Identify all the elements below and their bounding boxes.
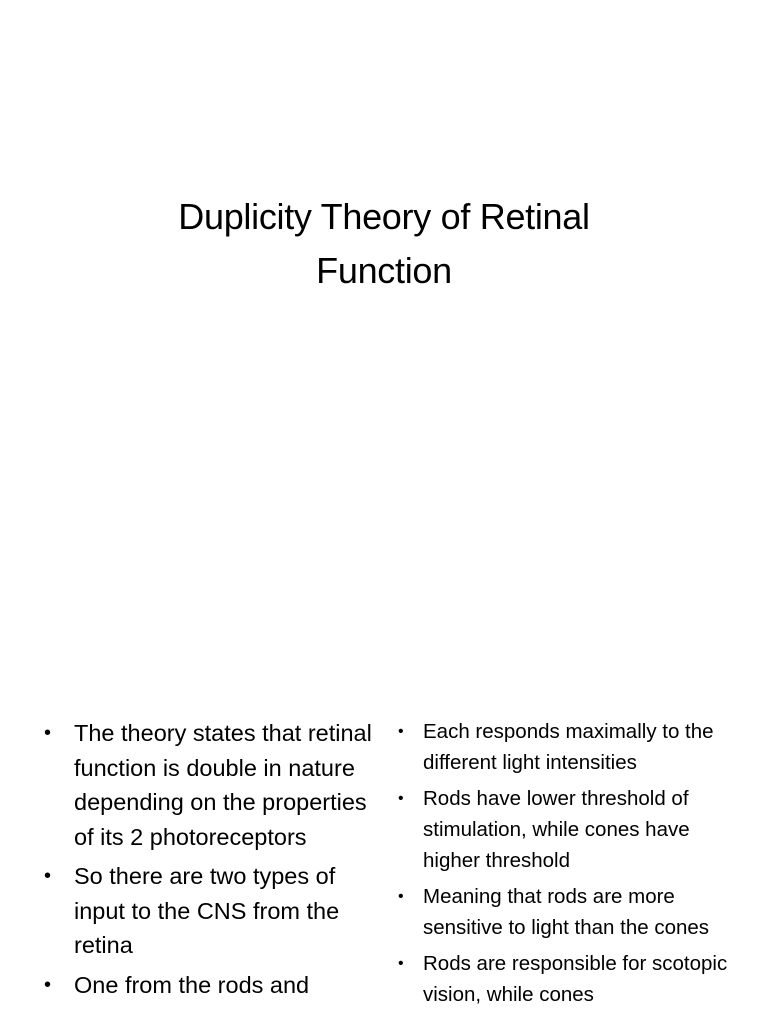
- list-item: [44, 859, 384, 963]
- bullet-text: One from the rods and: [74, 971, 310, 998]
- bullet-icon: •: [44, 865, 52, 887]
- list-item: [398, 948, 738, 1010]
- left-bullet-list: [44, 716, 384, 1007]
- slide-title-line-2: Function: [316, 250, 452, 291]
- bullet-text: Each responds maximally to the different light intensities: [423, 720, 714, 774]
- bullet-icon: •: [44, 722, 52, 744]
- list-item: [44, 968, 384, 1003]
- bullet-text: Rods are responsible for scotopic vision, while cones: [423, 952, 728, 1006]
- slide-title-line-1: Duplicity Theory of Retinal: [178, 196, 590, 237]
- bullet-text: Meaning that rods are more sensitive to light than the cones: [423, 885, 710, 939]
- bullet-icon: •: [398, 790, 404, 807]
- bullet-icon: •: [398, 955, 404, 972]
- list-item: [398, 716, 738, 778]
- slide-title: [0, 190, 768, 298]
- bullet-text: Rods have lower threshold of stimulation, while cones have higher threshold: [423, 787, 690, 872]
- bullet-text: So there are two types of input to the CNS from the retina: [74, 863, 340, 958]
- bullet-text: The theory states that retinal function is double in nature depending on the properties of its 2 photoreceptors: [74, 720, 372, 850]
- list-item: [44, 716, 384, 854]
- bullet-icon: •: [398, 723, 404, 740]
- list-item: [398, 783, 738, 876]
- right-bullet-list: [398, 716, 738, 1015]
- list-item: [398, 881, 738, 943]
- bullet-icon: •: [44, 973, 52, 996]
- bullet-icon: •: [398, 888, 404, 905]
